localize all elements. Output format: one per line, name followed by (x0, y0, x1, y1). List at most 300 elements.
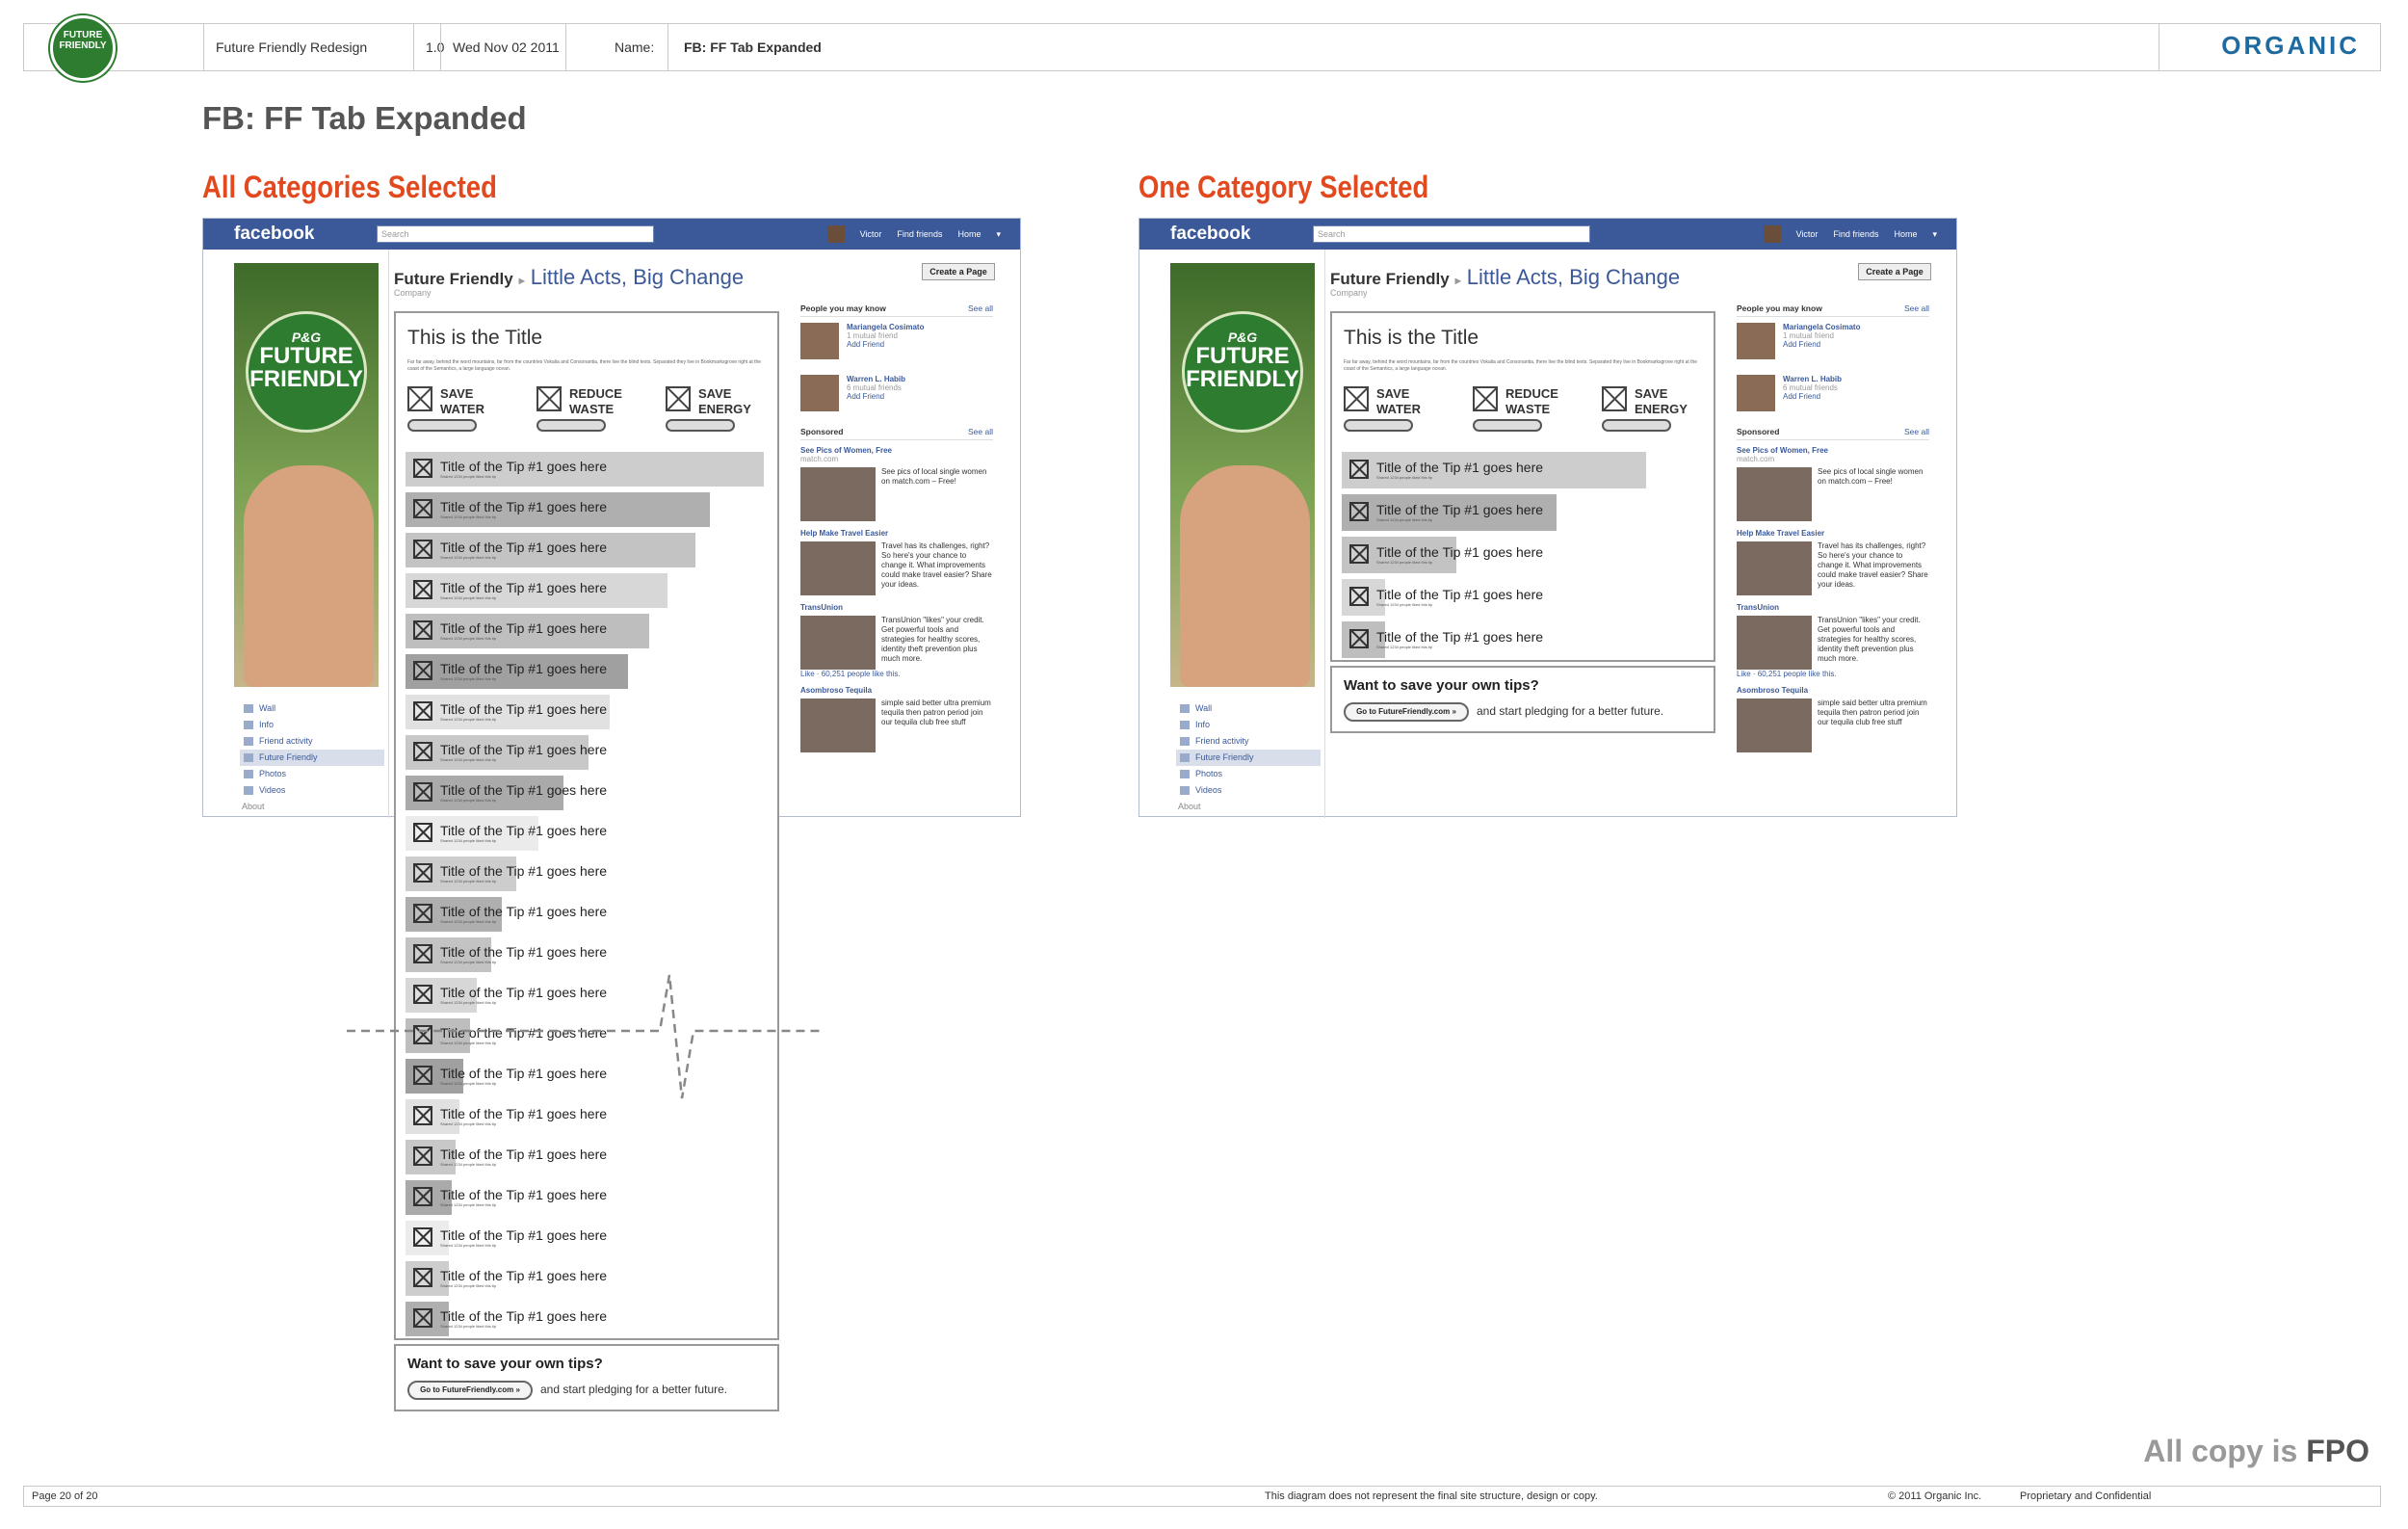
person-suggestion (800, 375, 993, 427)
avatar[interactable] (1764, 225, 1781, 243)
tip-title[interactable]: Title of the Tip #1 goes here (440, 1268, 608, 1283)
save-tips-text: and start pledging for a better future. (540, 1383, 728, 1396)
save-tips-heading: Want to save your own tips? (407, 1356, 603, 1372)
header-bar (23, 23, 2381, 71)
side-nav-item[interactable]: Future Friendly (240, 750, 384, 766)
tip-item[interactable] (396, 691, 777, 731)
people-heading: People you may know (1737, 303, 1822, 313)
ff-panel (1330, 311, 1715, 662)
tip-image-placeholder-icon (413, 499, 432, 518)
search-input[interactable]: Search (1313, 225, 1590, 243)
people-heading: People you may know (800, 303, 886, 313)
tip-image-placeholder-icon (413, 1268, 432, 1287)
breadcrumb-title: Little Acts, Big Change (1466, 265, 1681, 289)
fb-top-bar (1139, 219, 1956, 250)
breadcrumb-arrow-icon: ▸ (518, 274, 525, 287)
tip-title[interactable]: Title of the Tip #1 goes here (440, 1308, 608, 1324)
fb-top-bar (203, 219, 1020, 250)
panel-title: This is the Title (407, 327, 543, 349)
side-nav-item[interactable]: Photos (240, 766, 384, 782)
continuation-break (347, 963, 828, 1108)
ad-title[interactable]: Asombroso Tequila (800, 686, 873, 695)
ad-body (1737, 616, 1929, 670)
side-nav-item[interactable]: Videos (240, 782, 384, 799)
create-page-button[interactable]: Create a Page (922, 263, 995, 280)
category-pill-button[interactable] (1602, 419, 1671, 432)
facebook-logo[interactable]: facebook (1170, 224, 1251, 244)
ad-body (800, 699, 993, 752)
category-checkbox[interactable] (407, 386, 432, 411)
tip-title[interactable]: Title of the Tip #1 goes here (440, 580, 608, 595)
tip-meta: Shared 1234 people liked this tip (440, 1324, 497, 1329)
see-all-link[interactable]: See all (1904, 427, 1929, 436)
people-header (1737, 303, 1929, 317)
name-label: Name: (565, 24, 691, 70)
tip-item[interactable] (396, 529, 777, 569)
breadcrumb-title: Little Acts, Big Change (530, 265, 745, 289)
ad-text: See pics of local single women on match.com – Free! (881, 467, 987, 486)
tip-image-placeholder-icon (413, 459, 432, 478)
side-nav (240, 700, 384, 815)
tip-item[interactable] (1332, 618, 1714, 660)
person-text (1783, 323, 1860, 375)
see-all-link[interactable]: See all (1904, 303, 1929, 313)
tip-item[interactable] (396, 1217, 777, 1257)
tip-title[interactable]: Title of the Tip #1 goes here (440, 540, 608, 555)
tip-meta: Shared 1234 people liked this tip (440, 879, 497, 883)
category-label (440, 386, 484, 417)
tip-title[interactable]: Title of the Tip #1 goes here (440, 701, 608, 717)
ad-text: simple said better ultra premium tequila then patron period join our tequila club free stuff (1818, 699, 1927, 726)
name-value: FB: FF Tab Expanded (667, 24, 2170, 70)
category-save-energy[interactable] (666, 382, 772, 435)
person-name[interactable]: Mariangela Cosimato (1783, 323, 1861, 331)
fpo-strong: FPO (2306, 1434, 2369, 1468)
person-name[interactable]: Mariangela Cosimato (847, 323, 925, 331)
tip-image-placeholder-icon (413, 823, 432, 842)
tip-meta: Shared 1234 people liked this tip (1376, 560, 1433, 565)
ad-text: simple said better ultra premium tequila then patron period join our tequila club free stuff (881, 699, 991, 726)
person-name[interactable]: Warren L. Habib (1783, 375, 1843, 383)
ad-title[interactable]: Asombroso Tequila (1737, 686, 1809, 695)
person-photo[interactable] (1737, 375, 1775, 411)
tip-item[interactable] (396, 488, 777, 529)
category-pill-button[interactable] (1344, 419, 1413, 432)
ad-item[interactable] (800, 686, 993, 752)
breadcrumb-page[interactable]: Future Friendly (394, 270, 513, 288)
category-row (407, 382, 777, 435)
like-line[interactable]: Like · 60,251 people like this. (800, 670, 901, 678)
category-label-line1: SAVE (1635, 386, 1668, 401)
ad-image[interactable] (800, 699, 876, 752)
sponsored-heading: Sponsored (1737, 427, 1780, 436)
chevron-down-icon[interactable]: ▾ (1932, 229, 1937, 239)
tip-item[interactable] (396, 1136, 777, 1176)
tip-meta: Shared 1234 people liked this tip (440, 960, 497, 964)
category-checkbox[interactable] (537, 386, 562, 411)
category-label-line1: REDUCE (1505, 386, 1558, 401)
ad-image[interactable] (1737, 616, 1812, 670)
mutual-friends: 1 mutual friend (1783, 331, 1834, 340)
person-suggestion (1737, 323, 1929, 375)
sponsored-header (1737, 427, 1929, 440)
tip-title[interactable]: Title of the Tip #1 goes here (440, 782, 608, 798)
sponsored-header (800, 427, 993, 440)
ff-panel (394, 311, 779, 1340)
tip-item[interactable] (396, 772, 777, 812)
ad-site: match.com (1737, 455, 1775, 463)
tip-item[interactable] (1332, 448, 1714, 490)
tip-title[interactable]: Title of the Tip #1 goes here (440, 1187, 608, 1202)
ff-logo-line1: FUTURE (259, 343, 353, 369)
ad-title[interactable]: See Pics of Women, Free (800, 446, 892, 455)
tip-title[interactable]: Title of the Tip #1 goes here (440, 661, 608, 676)
add-friend-link[interactable]: Add Friend (847, 392, 885, 401)
side-nav-about[interactable]: About (1178, 802, 1201, 811)
tip-meta: Shared 1234 people liked this tip (440, 636, 497, 641)
mutual-friends: 6 mutual friends (847, 383, 902, 392)
tip-title[interactable]: Title of the Tip #1 goes here (440, 459, 608, 474)
ad-item[interactable] (800, 603, 993, 678)
ad-title[interactable]: Help Make Travel Easier (800, 529, 889, 538)
tip-meta: Shared 1234 people liked this tip (440, 1162, 497, 1167)
category-checkbox[interactable] (666, 386, 691, 411)
fb-nav (1764, 219, 1937, 250)
ad-item[interactable] (1737, 446, 1929, 521)
ad-item[interactable] (1737, 529, 1929, 595)
tip-meta: Shared 1234 people liked this tip (440, 676, 497, 681)
ad-body (800, 467, 993, 521)
tip-meta: Shared 1234 people liked this tip (440, 595, 497, 600)
facebook-mockup-all (202, 218, 1021, 1396)
person-photo[interactable] (800, 323, 839, 359)
breadcrumb (394, 265, 744, 290)
category-pill-button[interactable] (666, 419, 735, 432)
chevron-down-icon[interactable]: ▾ (996, 229, 1001, 239)
category-row (1344, 382, 1714, 435)
tip-image-placeholder-icon (413, 863, 432, 883)
tip-image-placeholder-icon (413, 944, 432, 963)
side-nav (1176, 700, 1321, 815)
ff-logo-line1: FUTURE (1195, 343, 1290, 369)
ad-item[interactable] (800, 446, 993, 521)
side-nav-item[interactable]: Future Friendly (1176, 750, 1321, 766)
ad-image[interactable] (1737, 699, 1812, 752)
tip-title[interactable]: Title of the Tip #1 goes here (440, 1066, 608, 1081)
tip-meta: Shared 1234 people liked this tip (440, 1041, 497, 1045)
ad-text: See pics of local single women on match.com – Free! (1818, 467, 1924, 486)
fb-nav-item[interactable]: Victor (1795, 229, 1819, 239)
tip-item[interactable] (1332, 575, 1714, 618)
divider (388, 250, 389, 818)
child-photo (1180, 465, 1310, 687)
tip-image-placeholder-icon (413, 620, 432, 640)
fpo-text: All copy is (2143, 1434, 2307, 1468)
tip-title[interactable]: Title of the Tip #1 goes here (1376, 544, 1544, 560)
add-friend-link[interactable]: Add Friend (1783, 392, 1821, 401)
tip-title[interactable]: Title of the Tip #1 goes here (1376, 502, 1544, 517)
tip-item[interactable] (396, 448, 777, 488)
tip-title[interactable]: Title of the Tip #1 goes here (440, 823, 608, 838)
category-label-line2: WATER (1376, 402, 1421, 416)
see-all-link[interactable]: See all (968, 303, 993, 313)
ad-body (800, 616, 993, 670)
category-label-line1: SAVE (698, 386, 732, 401)
project-name: Future Friendly Redesign (203, 24, 425, 70)
mutual-friends: 1 mutual friend (847, 331, 898, 340)
ad-item[interactable] (1737, 686, 1929, 752)
category-pill-button[interactable] (407, 419, 477, 432)
tip-title[interactable]: Title of the Tip #1 goes here (1376, 629, 1544, 645)
future-friendly-logo: FUTURE FRIENDLY (50, 15, 116, 81)
tip-item[interactable] (1332, 490, 1714, 533)
category-label (1376, 386, 1421, 417)
category-label (569, 386, 622, 417)
side-nav-item[interactable]: Info (240, 717, 384, 733)
organic-logo: ORGANIC (2221, 31, 2360, 60)
category-label-line1: SAVE (440, 386, 474, 401)
ad-title[interactable]: Help Make Travel Easier (1737, 529, 1825, 538)
breadcrumb-arrow-icon: ▸ (1454, 274, 1461, 287)
category-label-line2: ENERGY (698, 402, 751, 416)
ad-item[interactable] (800, 529, 993, 595)
side-nav-item[interactable]: Photos (1176, 766, 1321, 782)
tip-image-placeholder-icon (1349, 587, 1369, 606)
tip-item[interactable] (396, 1298, 777, 1338)
ad-title[interactable]: TransUnion (1737, 603, 1780, 612)
category-checkbox[interactable] (1344, 386, 1369, 411)
version: 1.0 (413, 24, 463, 70)
ad-item[interactable] (1737, 603, 1929, 678)
fb-nav-item[interactable]: Find friends (1833, 229, 1879, 239)
person-text (847, 323, 924, 375)
person-photo[interactable] (800, 375, 839, 411)
ad-text: Travel has its challenges, right? So here's your chance to change it. What improvements could make travel easier? Share your ideas. (1818, 541, 1928, 589)
ad-image[interactable] (1737, 541, 1812, 595)
tip-image-placeholder-icon (1349, 629, 1369, 648)
tip-meta: Shared 1234 people liked this tip (440, 555, 497, 560)
tip-item[interactable] (396, 853, 777, 893)
ad-image[interactable] (800, 616, 876, 670)
pg-future-friendly-logo (246, 311, 367, 433)
ad-title[interactable]: See Pics of Women, Free (1737, 446, 1828, 455)
footer-bar (23, 1486, 2381, 1507)
disclaimer: This diagram does not represent the final site structure, design or copy. (1265, 1490, 1598, 1502)
category-label-line1: REDUCE (569, 386, 622, 401)
tip-title[interactable]: Title of the Tip #1 goes here (440, 742, 608, 757)
tip-image-placeholder-icon (413, 661, 432, 680)
like-line[interactable]: Like · 60,251 people like this. (1737, 670, 1837, 678)
tip-meta: Shared 1234 people liked this tip (440, 757, 497, 762)
tip-item[interactable] (396, 650, 777, 691)
side-nav-item[interactable]: Wall (240, 700, 384, 717)
category-save-water[interactable] (407, 382, 513, 435)
category-label-line2: WASTE (569, 402, 615, 416)
ad-image[interactable] (800, 541, 876, 595)
go-to-futurefriendly-button[interactable]: Go to FutureFriendly.com » (1344, 702, 1469, 722)
side-nav-item[interactable]: Videos (1176, 782, 1321, 799)
category-pill-button[interactable] (1473, 419, 1542, 432)
tip-item[interactable] (396, 893, 777, 934)
ad-body (1737, 467, 1929, 521)
ad-body (800, 541, 993, 595)
category-label-line2: WASTE (1505, 402, 1551, 416)
tip-item[interactable] (396, 1176, 777, 1217)
category-reduce-waste[interactable] (537, 382, 642, 435)
person-suggestion (1737, 375, 1929, 427)
copyright: © 2011 Organic Inc. (1888, 1490, 1982, 1502)
category-checkbox[interactable] (1473, 386, 1498, 411)
save-tips-heading: Want to save your own tips? (1344, 677, 1539, 694)
tip-title[interactable]: Title of the Tip #1 goes here (440, 499, 608, 514)
section-title-one: One Category Selected (1139, 170, 1429, 204)
pg-logo: P&G (291, 330, 322, 345)
tip-meta: Shared 1234 people liked this tip (440, 919, 497, 924)
tip-meta: Shared 1234 people liked this tip (440, 1283, 497, 1288)
category-label (1505, 386, 1558, 417)
panel-title: This is the Title (1344, 327, 1479, 349)
fb-nav-item[interactable]: Home (957, 229, 982, 239)
breadcrumb-page[interactable]: Future Friendly (1330, 270, 1450, 288)
tip-image-placeholder-icon (413, 742, 432, 761)
tip-image-placeholder-icon (413, 904, 432, 923)
tip-title[interactable]: Title of the Tip #1 goes here (440, 904, 608, 919)
tip-title[interactable]: Title of the Tip #1 goes here (1376, 460, 1544, 475)
tip-item[interactable] (396, 610, 777, 650)
person-suggestion (800, 323, 993, 375)
side-nav-item[interactable]: Info (1176, 717, 1321, 733)
tip-image-placeholder-icon (413, 1227, 432, 1247)
tip-image-placeholder-icon (413, 782, 432, 802)
category-label (698, 386, 751, 417)
page-title: FB: FF Tab Expanded (202, 100, 527, 136)
see-all-link[interactable]: See all (968, 427, 993, 436)
ad-text: TransUnion "likes" your credit. Get powerful tools and strategies for healthy scores, identity theft prevention plus much more. (1818, 616, 1921, 663)
panel-description: Far far away, behind the word mountains, far from the countries Vokalia and Consonantia, there live the blind texts. Separated they live in Bookmarksgrove right at the coast of the Semantics, a large language ocean. (407, 359, 762, 372)
person-photo[interactable] (1737, 323, 1775, 359)
ad-text: TransUnion "likes" your credit. Get powerful tools and strategies for healthy scores, identity theft prevention plus much more. (881, 616, 984, 663)
fb-nav-item[interactable]: Find friends (897, 229, 943, 239)
tip-item[interactable] (396, 812, 777, 853)
category-checkbox[interactable] (1602, 386, 1627, 411)
tip-item[interactable] (396, 569, 777, 610)
ad-image[interactable] (800, 467, 876, 521)
side-nav-about[interactable]: About (242, 802, 265, 811)
facebook-logo[interactable]: facebook (234, 224, 315, 244)
tip-title[interactable]: Title of the Tip #1 goes here (440, 1106, 608, 1121)
fb-nav-item[interactable]: Victor (859, 229, 882, 239)
tip-title[interactable]: Title of the Tip #1 goes here (440, 1147, 608, 1162)
tip-title[interactable]: Title of the Tip #1 goes here (440, 620, 608, 636)
save-tips-box (1330, 666, 1715, 733)
tip-meta: Shared 1234 people liked this tip (440, 1081, 497, 1086)
tip-item[interactable] (396, 731, 777, 772)
people-header (800, 303, 993, 317)
go-to-futurefriendly-button[interactable]: Go to FutureFriendly.com » (407, 1381, 533, 1400)
tip-meta: Shared 1234 people liked this tip (440, 1243, 497, 1248)
add-friend-link[interactable]: Add Friend (1783, 340, 1821, 349)
tip-title[interactable]: Title of the Tip #1 goes here (440, 1025, 608, 1041)
tip-image-placeholder-icon (413, 1308, 432, 1328)
tip-image-placeholder-icon (1349, 502, 1369, 521)
ad-text: Travel has its challenges, right? So here's your chance to change it. What improvements could make travel easier? Share your ideas. (881, 541, 992, 589)
tip-meta: Shared 1234 people liked this tip (440, 514, 497, 519)
category-label-line2: WATER (440, 402, 484, 416)
date: Wed Nov 02 2011 (440, 24, 585, 70)
tip-title[interactable]: Title of the Tip #1 goes here (440, 944, 608, 960)
panel-description: Far far away, behind the word mountains, far from the countries Vokalia and Consonantia, there live the blind texts. Separated they live in Bookmarksgrove right at the coast of the Semantics, a large language ocean. (1344, 359, 1698, 372)
category-save-energy[interactable] (1602, 382, 1708, 435)
fpo-note (2143, 1434, 2369, 1469)
person-text (847, 375, 905, 427)
fb-nav-item[interactable]: Home (1894, 229, 1918, 239)
child-photo (244, 465, 374, 687)
tip-image-placeholder-icon (413, 540, 432, 559)
tip-title[interactable]: Title of the Tip #1 goes here (440, 1227, 608, 1243)
mutual-friends: 6 mutual friends (1783, 383, 1838, 392)
tip-meta: Shared 1234 people liked this tip (440, 838, 497, 843)
ad-image[interactable] (1737, 467, 1812, 521)
tip-image-placeholder-icon (1349, 460, 1369, 479)
tip-title[interactable]: Title of the Tip #1 goes here (1376, 587, 1544, 602)
tip-meta: Shared 1234 people liked this tip (1376, 602, 1433, 607)
create-page-button[interactable]: Create a Page (1858, 263, 1931, 280)
tip-meta: Shared 1234 people liked this tip (440, 798, 497, 803)
person-name[interactable]: Warren L. Habib (847, 375, 906, 383)
tip-meta: Shared 1234 people liked this tip (1376, 645, 1433, 649)
ad-title[interactable]: TransUnion (800, 603, 844, 612)
tip-meta: Shared 1234 people liked this tip (440, 1121, 497, 1126)
category-label-line2: ENERGY (1635, 402, 1688, 416)
save-tips-text: and start pledging for a better future. (1477, 704, 1664, 718)
person-text (1783, 375, 1842, 427)
search-input[interactable]: Search (377, 225, 654, 243)
ff-logo-line2: FRIENDLY (249, 366, 363, 392)
avatar[interactable] (827, 225, 845, 243)
right-sidebar (1737, 303, 1929, 760)
category-pill-button[interactable] (537, 419, 606, 432)
side-nav-item[interactable]: Friend activity (1176, 733, 1321, 750)
tip-image-placeholder-icon (413, 1147, 432, 1166)
tip-title[interactable]: Title of the Tip #1 goes here (440, 985, 608, 1000)
tip-list (396, 448, 777, 1338)
pg-logo: P&G (1227, 330, 1258, 345)
tip-list (1332, 448, 1714, 660)
tip-item[interactable] (396, 1257, 777, 1298)
company-label: Company (394, 288, 432, 298)
breadcrumb (1330, 265, 1680, 290)
tip-image-placeholder-icon (1349, 544, 1369, 564)
tip-image-placeholder-icon (413, 1106, 432, 1125)
category-save-water[interactable] (1344, 382, 1450, 435)
category-label-line1: SAVE (1376, 386, 1410, 401)
tip-meta: Shared 1234 people liked this tip (1376, 475, 1433, 480)
right-sidebar (800, 303, 993, 760)
ad-body (1737, 541, 1929, 595)
tip-item[interactable] (1332, 533, 1714, 575)
category-reduce-waste[interactable] (1473, 382, 1579, 435)
ff-logo-line2: FRIENDLY (1186, 366, 1299, 392)
tip-meta: Shared 1234 people liked this tip (440, 717, 497, 722)
tip-image-placeholder-icon (413, 701, 432, 721)
tip-meta: Shared 1234 people liked this tip (440, 1000, 497, 1005)
tip-title[interactable]: Title of the Tip #1 goes here (440, 863, 608, 879)
side-nav-item[interactable]: Friend activity (240, 733, 384, 750)
side-nav-item[interactable]: Wall (1176, 700, 1321, 717)
add-friend-link[interactable]: Add Friend (847, 340, 885, 349)
ad-body (1737, 699, 1929, 752)
tip-meta: Shared 1234 people liked this tip (440, 1202, 497, 1207)
